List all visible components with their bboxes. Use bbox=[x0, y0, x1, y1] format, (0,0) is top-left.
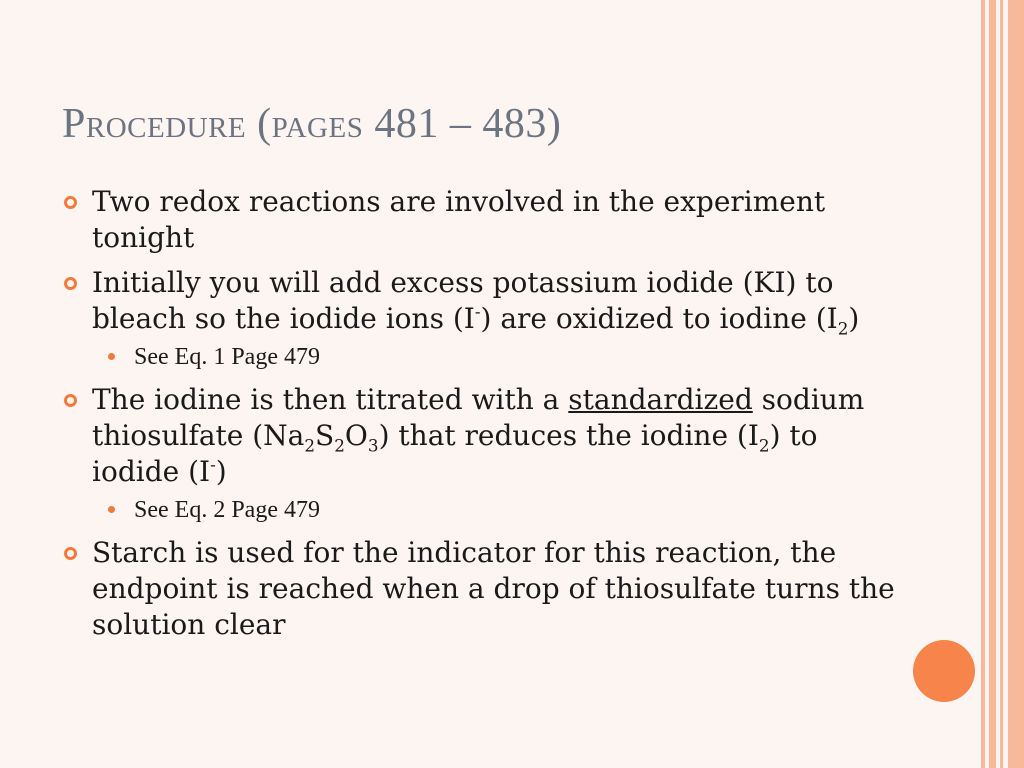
sub-bullet-item-2 bbox=[62, 494, 902, 526]
bullet-text-part: ) that reduces the iodine (I bbox=[378, 419, 759, 452]
bullet-text-part: ) bbox=[215, 455, 227, 488]
underlined-term: standardized bbox=[568, 383, 753, 416]
slide-title: Procedure (pages 481 – 483) bbox=[62, 101, 562, 147]
sub-bullet-dot-icon bbox=[108, 506, 115, 513]
decor-stripe-2 bbox=[989, 0, 996, 768]
subscript: 2 bbox=[334, 435, 345, 456]
superscript: - bbox=[210, 454, 216, 475]
bullet-text-part: The iodine is then titrated with a bbox=[92, 383, 569, 416]
decor-stripe-3 bbox=[1000, 0, 1003, 768]
bullet-text-part: sodium thiosulfate (Na bbox=[92, 383, 865, 452]
subscript: 2 bbox=[837, 318, 849, 339]
subscript: 2 bbox=[304, 435, 316, 456]
bullet-text-part: ) are oxidized to iodine (I bbox=[480, 302, 838, 335]
sub-bullet-text: See Eq. 1 Page 479 bbox=[134, 344, 320, 370]
decor-stripe-1 bbox=[981, 0, 985, 768]
bullet-text-part: Initially you will add excess potassium iodide (KI) to bleach so the iodide ions (I bbox=[92, 266, 834, 335]
bullet-marker-icon bbox=[64, 394, 77, 407]
bullet-item-2 bbox=[62, 265, 902, 337]
sub-bullet-text: See Eq. 2 Page 479 bbox=[134, 497, 320, 523]
bullet-text: Two redox reactions are involved in the experiment tonight bbox=[92, 185, 826, 254]
bullet-text-part: ) bbox=[848, 302, 860, 335]
bullet-marker-icon bbox=[64, 196, 77, 209]
bullet-marker-icon bbox=[64, 277, 77, 290]
sub-bullet-dot-icon bbox=[108, 353, 115, 360]
superscript: - bbox=[474, 301, 481, 322]
bullet-item-3 bbox=[62, 382, 902, 490]
bullet-text-part: ) to iodide (I bbox=[92, 419, 818, 488]
subscript: 2 bbox=[758, 435, 770, 456]
bullet-item-1 bbox=[62, 184, 902, 256]
bullet-marker-icon bbox=[64, 547, 77, 560]
bullet-text-part: O bbox=[344, 419, 368, 452]
decor-stripe-4 bbox=[1008, 0, 1024, 768]
bullet-item-4 bbox=[62, 535, 902, 643]
bullet-text-part: S bbox=[315, 419, 335, 452]
slide-body bbox=[62, 184, 902, 643]
sub-bullet-item-1 bbox=[62, 341, 902, 373]
subscript: 3 bbox=[367, 435, 379, 456]
bullet-text: Starch is used for the indicator for this reaction, the endpoint is reached when a drop of thiosulfate turns the solution clear bbox=[92, 536, 895, 641]
decor-circle-icon bbox=[913, 640, 975, 702]
